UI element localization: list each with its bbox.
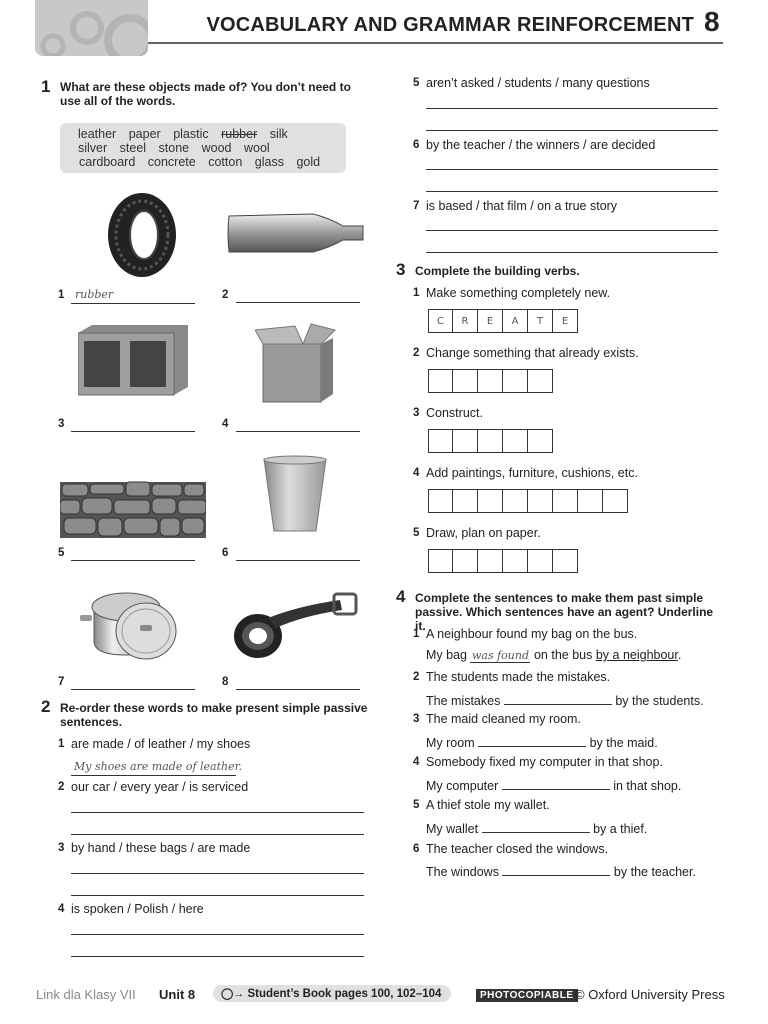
steel-pot-picture: [80, 585, 182, 663]
s2-item-number: 6: [413, 139, 420, 151]
s3-item-number: 3: [413, 407, 420, 419]
s4-item-number: 5: [413, 799, 420, 811]
letter-box[interactable]: [428, 549, 453, 573]
letter-box[interactable]: C: [428, 309, 453, 333]
word: wool: [244, 141, 270, 155]
answer-line[interactable]: [71, 812, 364, 813]
s3-item-number: 1: [413, 287, 420, 299]
s3-clue: Construct.: [426, 406, 483, 420]
section-1-number: 1: [41, 77, 51, 96]
answer-line[interactable]: [71, 775, 236, 776]
word: glass: [254, 155, 284, 169]
header-gear-tab: [35, 0, 148, 56]
struck-word: rubber: [221, 127, 258, 141]
letter-box[interactable]: [553, 549, 578, 573]
s1-item-number: 2: [222, 289, 229, 301]
word-row-2: [78, 141, 279, 156]
answer-line[interactable]: [71, 560, 195, 561]
word: wood: [201, 141, 232, 155]
word: stone: [158, 141, 190, 155]
sentence-start: My wallet: [426, 822, 479, 836]
sentence-end: by the teacher.: [613, 865, 696, 879]
s4-passive-sentence: [426, 863, 696, 879]
letter-box[interactable]: [528, 369, 553, 393]
s3-item-number: 4: [413, 467, 420, 479]
s4-passive-sentence: [426, 777, 681, 793]
letter-box[interactable]: [453, 429, 478, 453]
s4-active-sentence: The students made the mistakes.: [426, 670, 611, 684]
letter-box[interactable]: [503, 429, 528, 453]
sentence-start: My computer: [426, 779, 499, 793]
s2-prompt: by the teacher / the winners / are decided: [426, 138, 656, 152]
s4-active-sentence: The teacher closed the windows.: [426, 842, 609, 856]
letter-box[interactable]: E: [478, 309, 503, 333]
s1-item-number: 1: [58, 289, 65, 301]
s4-passive-sentence: [426, 648, 681, 663]
section-2-number: 2: [41, 697, 51, 716]
footer-publisher: © Oxford University Press: [575, 987, 725, 1002]
letter-box[interactable]: [478, 369, 503, 393]
answer-line[interactable]: [426, 252, 718, 253]
letter-box[interactable]: [428, 369, 453, 393]
gear-icon: [35, 0, 148, 56]
section-4-number: 4: [396, 587, 406, 606]
letter-box[interactable]: [503, 549, 528, 573]
s2-prompt: aren’t asked / students / many questions: [426, 76, 650, 90]
s4-active-sentence: The maid cleaned my room.: [426, 712, 581, 726]
s2-item-number: 2: [58, 781, 65, 793]
s2-item-number: 1: [58, 738, 65, 750]
sentence-end: by the students.: [615, 694, 704, 708]
underlined-agent: by a neighbour: [595, 648, 678, 662]
photocopiable-label: PHOTOCOPIABLE: [476, 989, 578, 1002]
s2-item-number: 5: [413, 77, 420, 89]
word: cardboard: [79, 155, 136, 169]
unit-number: 8: [704, 6, 720, 37]
footer-unit: Unit 8: [159, 987, 196, 1002]
footer-pages-pill: [213, 985, 451, 1002]
word: gold: [296, 155, 321, 169]
letter-box[interactable]: [553, 489, 578, 513]
answer-line[interactable]: [426, 108, 718, 109]
s3-item-number: 2: [413, 347, 420, 359]
letter-box[interactable]: [503, 489, 528, 513]
s2-prompt: our car / every year / is serviced: [71, 780, 249, 794]
leather-belt-picture: [228, 592, 360, 664]
s4-active-sentence: A neighbour found my bag on the bus.: [426, 627, 638, 641]
sentence-start: The mistakes: [426, 694, 501, 708]
answer-line[interactable]: [426, 169, 718, 170]
answer-blank[interactable]: [478, 734, 586, 747]
letter-boxes: [428, 489, 628, 513]
word: steel: [119, 141, 147, 155]
glass-bottle-picture: [225, 210, 370, 260]
word-box: [60, 123, 346, 173]
s1-item-number: 8: [222, 676, 229, 688]
concrete-block-picture: [78, 325, 190, 397]
answer-line[interactable]: [71, 689, 195, 690]
section-3-instruction: Complete the building verbs.: [415, 264, 580, 278]
answer-line[interactable]: [236, 431, 360, 432]
s4-item-number: 2: [413, 671, 420, 683]
answer-line[interactable]: [71, 834, 364, 835]
letter-box[interactable]: [428, 429, 453, 453]
s2-item-1-answer: My shoes are made of leather.: [74, 760, 243, 773]
section-4-instruction: Complete the sentences to make them past simple passive. Which sentences have an agent? Underline it.: [415, 591, 714, 633]
s1-item-number: 7: [58, 676, 65, 688]
s1-item-number: 3: [58, 418, 65, 430]
s4-item-number: 1: [413, 628, 420, 640]
letter-box[interactable]: E: [553, 309, 578, 333]
letter-box[interactable]: [428, 489, 453, 513]
answer-blank[interactable]: [504, 692, 612, 705]
letter-box[interactable]: [453, 549, 478, 573]
letter-boxes: [428, 369, 553, 393]
word: concrete: [147, 155, 196, 169]
section-3-number: 3: [396, 260, 406, 279]
s4-item-number: 4: [413, 756, 420, 768]
answer-blank[interactable]: [482, 820, 590, 833]
letter-box[interactable]: [603, 489, 628, 513]
word: plastic: [173, 127, 209, 141]
s3-clue: Change something that already exists.: [426, 346, 639, 360]
header-rule: [148, 42, 723, 44]
letter-boxes: [428, 549, 578, 573]
answer-line[interactable]: [71, 431, 195, 432]
word: paper: [128, 127, 161, 141]
letter-box[interactable]: [453, 489, 478, 513]
letter-boxes: [428, 429, 553, 453]
footer-course: Link dla Klasy VII: [36, 987, 136, 1002]
sentence-start: The windows: [426, 865, 499, 879]
s2-prompt: are made / of leather / my shoes: [71, 737, 251, 751]
s4-item-number: 6: [413, 843, 420, 855]
answer-line[interactable]: [426, 191, 718, 192]
s2-prompt: is spoken / Polish / here: [71, 902, 204, 916]
answer-line[interactable]: [71, 895, 364, 896]
s3-item-number: 5: [413, 527, 420, 539]
s3-clue: Add paintings, furniture, cushions, etc.: [426, 466, 638, 480]
sentence-start: My bag: [426, 648, 467, 662]
paper-cup-picture: [262, 455, 328, 533]
page-title: VOCABULARY AND GRAMMAR REINFORCEMENT: [206, 14, 694, 36]
s3-clue: Make something completely new.: [426, 286, 611, 300]
s4-passive-sentence: [426, 734, 658, 750]
sentence-end: on the bus: [533, 648, 593, 662]
letter-box[interactable]: [528, 549, 553, 573]
s1-item-number: 4: [222, 418, 229, 430]
letter-box[interactable]: [578, 489, 603, 513]
s2-item-number: 7: [413, 200, 420, 212]
answer-blank[interactable]: [502, 863, 610, 876]
answer-line[interactable]: [426, 230, 718, 231]
s2-item-number: 3: [58, 842, 65, 854]
tyre-picture: [100, 190, 180, 280]
answer-line[interactable]: [236, 302, 360, 303]
sentence-final: .: [677, 648, 682, 662]
letter-box[interactable]: [503, 369, 528, 393]
section-2-instruction: Re-order these words to make present simple passive sentences.: [60, 701, 368, 729]
s4-active-sentence: Somebody fixed my computer in that shop.: [426, 755, 663, 769]
word-row-1: [78, 127, 297, 142]
answer-line[interactable]: [236, 560, 360, 561]
letter-box[interactable]: [528, 489, 553, 513]
letter-box[interactable]: [478, 489, 503, 513]
sentence-end: by the maid.: [589, 736, 658, 750]
word: cotton: [208, 155, 243, 169]
word-row-3: [79, 155, 329, 170]
s4-item-1-answer[interactable]: was found: [471, 649, 529, 662]
letter-box[interactable]: [478, 549, 503, 573]
answer-line[interactable]: [426, 130, 718, 131]
letter-box[interactable]: [478, 429, 503, 453]
footer-pages: Student’s Book pages 100, 102–104: [247, 988, 442, 1000]
word: silk: [269, 127, 288, 141]
answer-line[interactable]: [71, 934, 364, 935]
answer-line[interactable]: [71, 956, 364, 957]
section-1-instruction: What are these objects made of? You don’t need to use all of the words.: [60, 80, 351, 108]
letter-box[interactable]: [528, 429, 553, 453]
sentence-end: by a thief.: [593, 822, 648, 836]
s2-prompt: is based / that film / on a true story: [426, 199, 618, 213]
word: silver: [78, 141, 108, 155]
s4-item-number: 3: [413, 713, 420, 725]
sentence-start: My room: [426, 736, 475, 750]
s4-active-sentence: A thief stole my wallet.: [426, 798, 550, 812]
s1-item-number: 6: [222, 547, 229, 559]
cardboard-box-picture: [255, 322, 337, 404]
stone-wall-picture: [60, 478, 206, 538]
s1-item-number: 5: [58, 547, 65, 559]
eye-icon: ◯→: [221, 988, 245, 1000]
letter-box[interactable]: A: [503, 309, 528, 333]
letter-box[interactable]: R: [453, 309, 478, 333]
s2-item-number: 4: [58, 903, 65, 915]
s3-clue: Draw, plan on paper.: [426, 526, 541, 540]
answer-line[interactable]: [71, 303, 195, 304]
s1-item-1-answer: rubber: [75, 288, 114, 301]
letter-box[interactable]: [453, 369, 478, 393]
s4-passive-sentence: [426, 692, 704, 708]
sentence-end: in that shop.: [613, 779, 682, 793]
s4-passive-sentence: [426, 820, 647, 836]
answer-line[interactable]: [71, 873, 364, 874]
letter-boxes: [428, 309, 578, 333]
s2-prompt: by hand / these bags / are made: [71, 841, 251, 855]
letter-box[interactable]: T: [528, 309, 553, 333]
answer-line[interactable]: [236, 689, 360, 690]
answer-blank[interactable]: [502, 777, 610, 790]
word: leather: [78, 127, 117, 141]
